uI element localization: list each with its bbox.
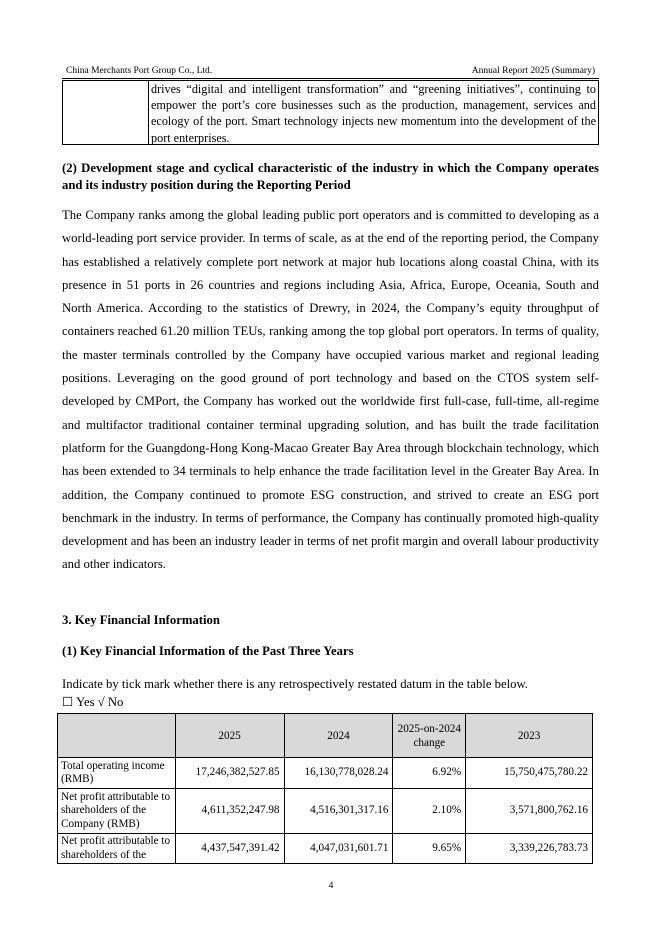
table-header-cell: 2024 xyxy=(284,714,393,758)
table-cell: 4,047,031,601.71 xyxy=(284,834,393,864)
header-report-title: Annual Report 2025 (Summary) xyxy=(471,66,595,76)
continued-table-empty-cell xyxy=(63,81,149,144)
table-header-cell: 2023 xyxy=(466,714,593,758)
table-cell: 17,246,382,527.85 xyxy=(175,758,284,789)
table-cell: 3,571,800,762.16 xyxy=(466,789,593,834)
page-number: 4 xyxy=(328,881,334,891)
section-2-title: (2) Development stage and cyclical characteristic of the industry in which the Company operates and its industry position during the Reporting Period xyxy=(62,161,599,192)
restated-tick-options: ☐ Yes √ No xyxy=(62,695,124,709)
continued-table xyxy=(62,80,599,145)
table-cell: 6.92% xyxy=(393,758,466,789)
table-cell: 15,750,475,780.22 xyxy=(466,758,593,789)
table-cell: 9.65% xyxy=(393,834,466,864)
section-3-subtitle: (1) Key Financial Information of the Past Three Years xyxy=(62,644,354,658)
section-3-title: 3. Key Financial Information xyxy=(62,613,220,627)
table-header-cell: 2025 xyxy=(175,714,284,758)
key-financial-table xyxy=(57,713,593,864)
table-header-cell: 2025-on-2024 change xyxy=(393,714,466,758)
header-company: China Merchants Port Group Co., Ltd. xyxy=(66,66,213,76)
section-2-body: The Company ranks among the global leading public port operators and is committed to developing as a world-leading port service provider. In terms of scale, as at the end of the reporting period, the Company has established a relatively complete port network at major hub locations along coastal China, with its presence in 51 ports in 26 countries and regions including Asia, Africa, Europe, Oceania, South and North America. According to the statistics of Drewry, in 2024, the Company’s equity throughput of containers reached 61.20 million TEUs, ranking among the top global port operators. In terms of quality, the master terminals controlled by the Company have occupied various market and regional leading positions. Leveraging on the good ground of port technology and based on the CTOS system self-developed by CMPort, the Company has worked out the worldwide first full-case, full-time, all-regime and multifactor traditional container terminal upgrading solution, and has built the trade facilitation platform for the Guangdong-Hong Kong-Macao Greater Bay Area through blockchain technology, which has been extended to 34 terminals to help enhance the trade facilitation level in the Greater Bay Area. In addition, the Company continued to promote ESG construction, and strived to create an ESG port benchmark in the industry. In terms of performance, the Company has continually promoted high-quality development and has been an industry leader in terms of net profit margin and overall labour productivity and other indicators. xyxy=(62,208,599,572)
restated-indicate-text: Indicate by tick mark whether there is any retrospectively restated datum in the table below. xyxy=(62,677,528,691)
table-row-label xyxy=(58,834,176,864)
table-cell: 2.10% xyxy=(393,789,466,834)
continued-table-text: drives “digital and intelligent transformation” and “greening initiatives”, continuing to empower the port’s core businesses such as the production, management, services and ecology of the port. Smart technology injects new momentum into the development of the port enterprises. xyxy=(151,82,596,145)
table-row xyxy=(58,758,593,789)
table-cell: 4,437,547,391.42 xyxy=(175,834,284,864)
table-row-label: Net profit attributable to shareholders of the Company (RMB) xyxy=(58,789,176,834)
table-cell: 16,130,778,028.24 xyxy=(284,758,393,789)
table-header-cell xyxy=(58,714,176,758)
table-row-label-text: Net profit attributable to shareholders of the xyxy=(61,835,171,861)
page-header xyxy=(62,65,599,79)
table-cell: 4,611,352,247.98 xyxy=(175,789,284,834)
table-row xyxy=(58,834,593,864)
table-row xyxy=(58,789,593,834)
table-cell: 3,339,226,783.73 xyxy=(466,834,593,864)
table-cell: 4,516,301,317.16 xyxy=(284,789,393,834)
table-header-row xyxy=(58,714,593,758)
table-row-label: Total operating income (RMB) xyxy=(58,758,176,789)
